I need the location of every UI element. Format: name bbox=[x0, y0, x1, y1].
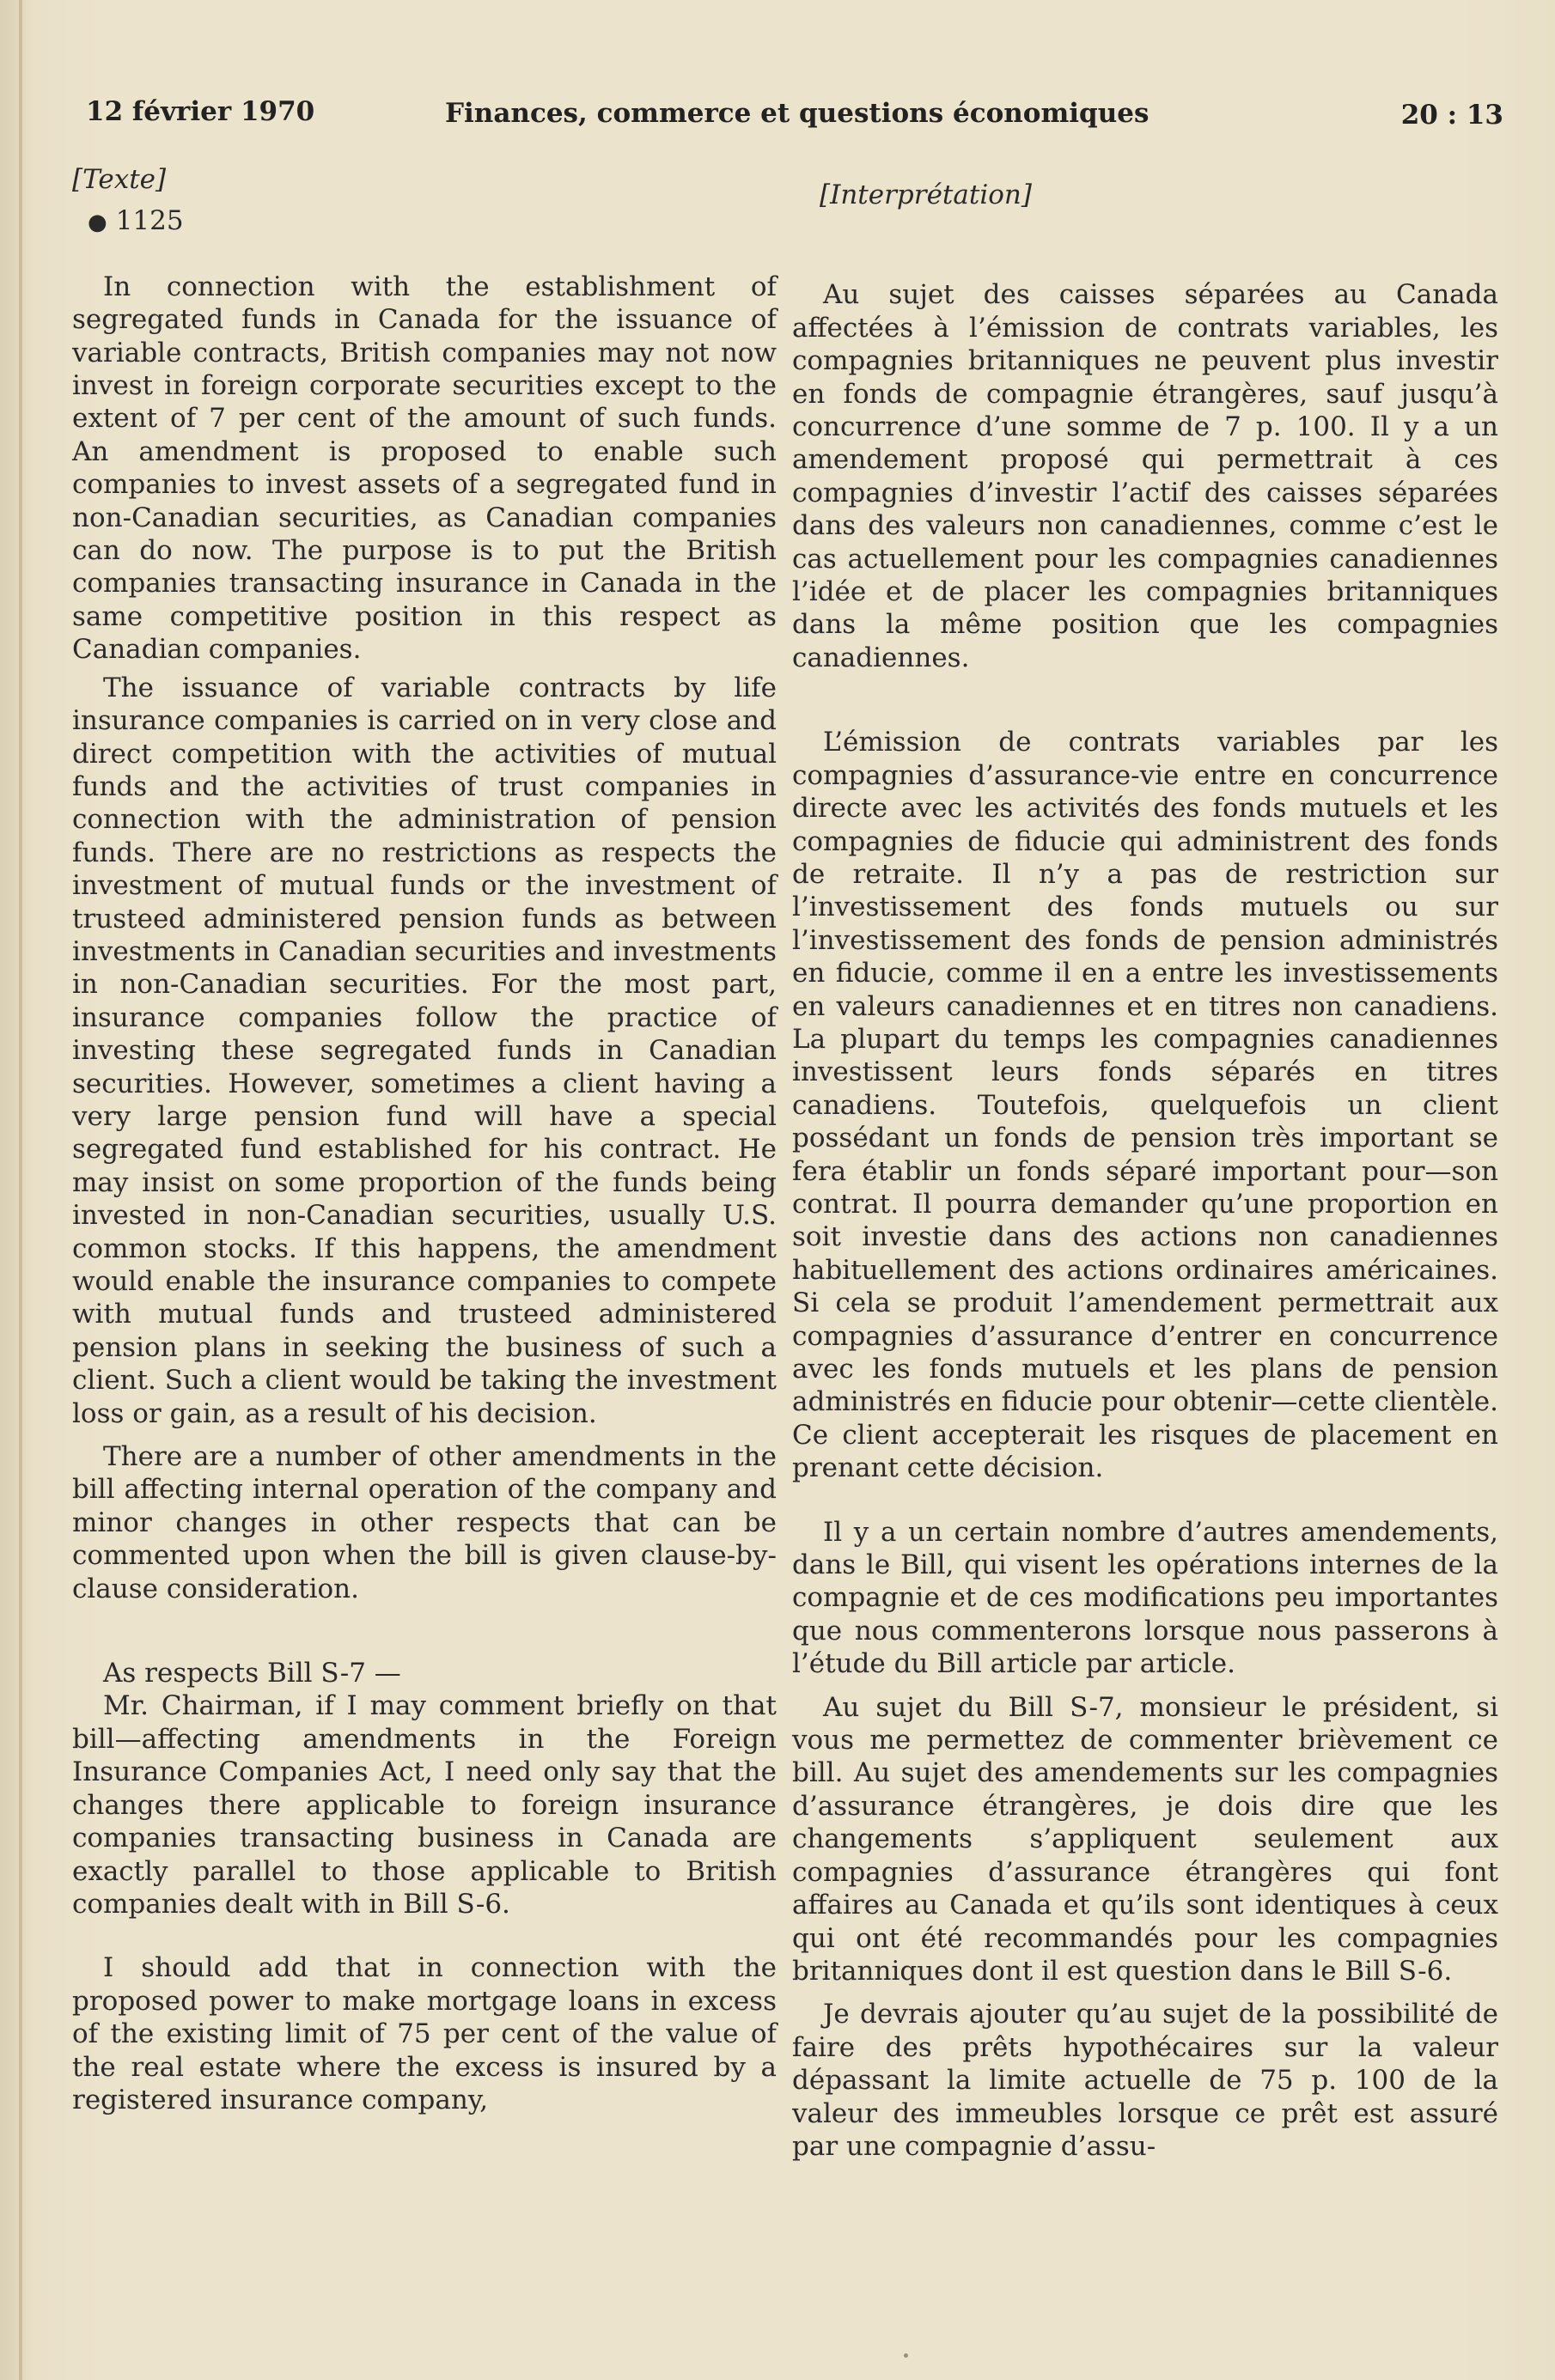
english-paragraph-2: The issuance of variable contracts by life insurance companies is carried on in very close and direct competition with the activities of mutual funds and the activities of trust companies in connection with the administration of pension funds. There are no restrictions as respects the investment of mutual funds or the investment of trusteed administered pension funds as between investments in Canadian securities and investments in non-Canadian securities. For the most part, insurance companies follow the practice of investing these segregated funds in Canadian securities. However, sometimes a client having a very large pension fund will have a special segregated fund established for his contract. He may insist on some proportion of the funds being invested in non-Canadian securities, usually U.S. common stocks. If this happens, the amendment would enable the insurance companies to compete with mutual funds and trusteed administered pension plans in seeking the business of such a client. Such a client would be taking the investment loss or gain, as a result of his decision. bbox=[72, 672, 777, 1429]
french-paragraph-1: Au sujet des caisses séparées au Canada affectées à l’émission de contrats variables, les compagnies britanniques ne peuvent plus investir en fonds de compagnie étrangères, sauf jusqu’à concurrence d’une somme de 7 p. 100. Il y a un amendement proposé qui permettrait à ces compagnies d’investir l’actif des caisses séparées dans des valeurs non canadiennes, comme c’est le cas actuellement pour les compagnies canadiennes l’idée et de placer les compagnies britanniques dans la même position que les compagnies canadiennes. bbox=[792, 279, 1498, 673]
header-title: Finances, commerce et questions économiques bbox=[445, 98, 1149, 129]
french-paragraph-5: Je devrais ajouter qu’au sujet de la possibilité de faire des prêts hypothécaires sur la valeur dépassant la limite actuelle de 75 p. 100 de la valeur des immeubles lorsque ce prêt est assuré par une compagnie d’assu- bbox=[792, 1999, 1498, 2162]
page-number: 20 : 13 bbox=[1400, 100, 1503, 131]
french-column bbox=[792, 163, 1498, 2163]
english-paragraph-6: I should add that in connection with the proposed power to make mortgage loans in excess of the existing limit of 75 per cent of the value of the real estate where the excess is insured by a registered insurance company, bbox=[72, 1952, 777, 2115]
page-header bbox=[86, 96, 1503, 148]
french-paragraph-2: L’émission de contrats variables par les compagnies d’assurance-vie entre en concurrence directe avec les activités des fonds mutuels et les compagnies de fiducie qui administrent des fonds de retraite. Il n’y a pas de restriction sur l’investissement des fonds mutuels ou sur l’investissement des fonds de pension administrés en fiducie, comme il en a entre les investissements en valeurs canadiennes et en titres non canadiens. La plupart du temps les compagnies canadiennes investissent leurs fonds séparés en titres canadiens. Toutefois, quelquefois un client possédant un fonds de pension très important se fera établir un fonds séparé important pour—son contrat. Il pourra demander qu’une proportion en soit investie dans des actions non canadiennes habituellement des actions ordinaires américaines. Si cela se produit l’amendement permettrait aux compagnies d’assurance d’entrer en concurrence avec les fonds mutuels et les plans de pension administrés en fiducie pour obtenir—cette clientèle. Ce client accepterait les risques de placement en prenant cette décision. bbox=[792, 727, 1498, 1484]
time-marker bbox=[88, 204, 777, 239]
english-column bbox=[72, 163, 777, 2116]
bullet-icon: ● bbox=[88, 210, 107, 236]
header-date: 12 février 1970 bbox=[86, 96, 315, 127]
english-paragraph-1: In connection with the establishment of segregated funds in Canada for the issuance of variable contracts, British companies may not now invest in foreign corporate securities except to the extent of 7 per cent of the amount of such funds. An amendment is proposed to enable such companies to invest assets of a segregated fund in non-Canadian securities, as Canadian companies can do now. The purpose is to put the British companies transacting insurance in Canada in the same competitive position in this respect as Canadian companies. bbox=[72, 271, 777, 666]
text-label: [Texte] bbox=[72, 164, 167, 195]
english-paragraph-4: As respects Bill S-7 — bbox=[103, 1658, 401, 1689]
paper-speck bbox=[904, 2353, 908, 2358]
binding-edge bbox=[19, 0, 22, 2380]
time-stamp: 1125 bbox=[115, 205, 184, 237]
english-paragraph-3: There are a number of other amendments in the bill affecting internal operation of the company and minor changes in other respects that can be commented upon when the bill is given clause-by-clause consideration. bbox=[72, 1441, 777, 1604]
french-paragraph-3: Il y a un certain nombre d’autres amendements, dans le Bill, qui visent les opérations internes de la compagnie et de ces modifications peu importantes que nous commenterons lorsque nous passerons à l’étude du Bill article par article. bbox=[792, 1516, 1498, 1680]
english-paragraph-5: Mr. Chairman, if I may comment briefly on that bill—affecting amendments in the Foreign Insurance Companies Act, I need only say that the changes there applicable to foreign insurance companies transacting business in Canada are exactly parallel to those applicable to British companies dealt with in Bill S-6. bbox=[72, 1690, 777, 1920]
interpretation-label: [Interprétation] bbox=[820, 180, 1032, 210]
french-paragraph-4: Au sujet du Bill S-7, monsieur le président, si vous me permettez de commenter brièvement ce bill. Au sujet des amendements sur les compagnies d’assurance étrangères, je dois dire que les changements s’appliquent seulement aux compagnies d’assurance étrangères qui font affaires au Canada et qu’ils sont identiques à ceux qui ont été recommandés pour les compagnies britanniques dont il est question dans le Bill S-6. bbox=[792, 1691, 1498, 1987]
